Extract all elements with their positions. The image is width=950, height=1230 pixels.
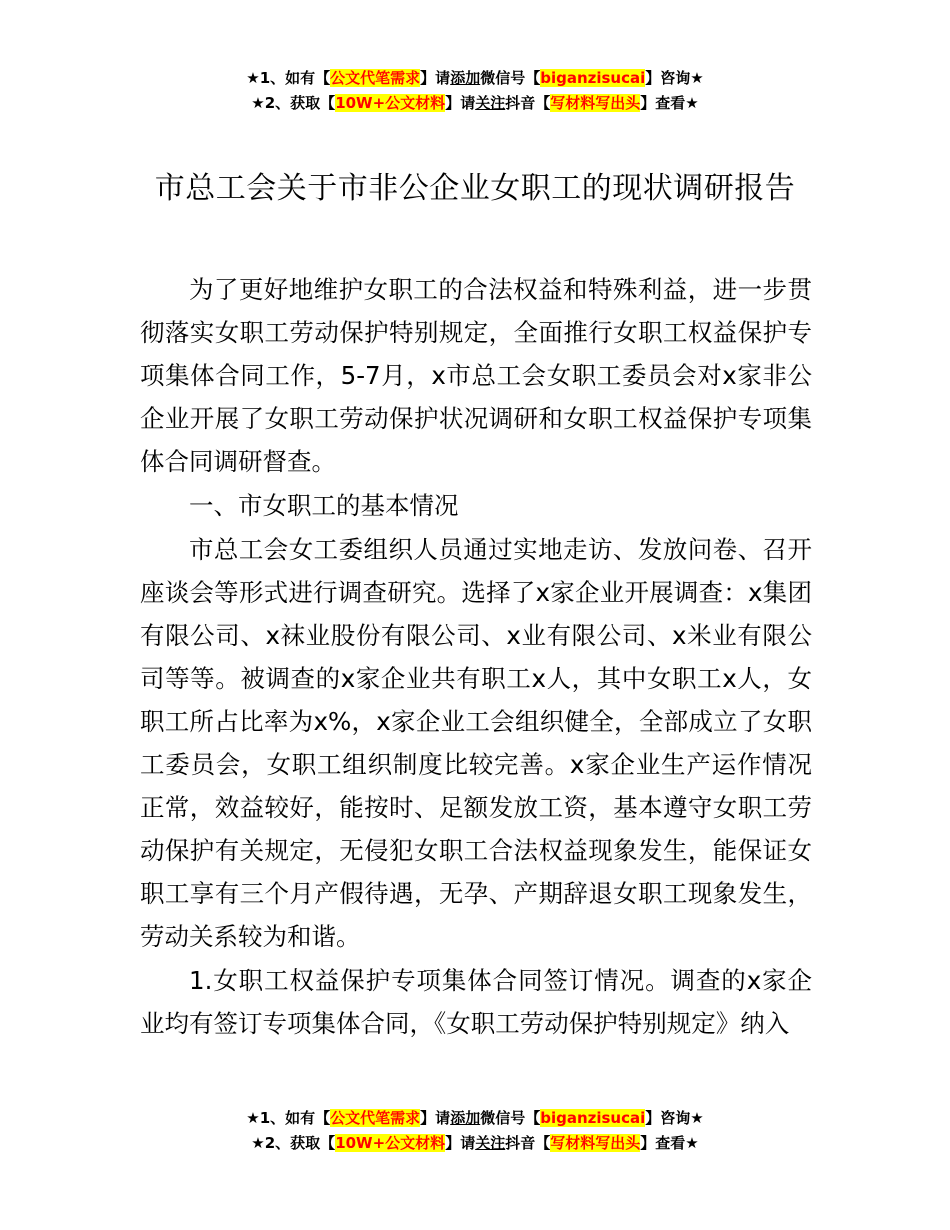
highlight-service: 公文代笔需求 (330, 69, 421, 87)
document-title: 市总工会关于市非公企业女职工的现状调研报告 (154, 171, 796, 206)
highlight-wechat-id: biganzisucai (540, 1109, 646, 1127)
highlight-service: 公文代笔需求 (330, 1109, 421, 1127)
highlight-materials: 10W+公文材料 (335, 1134, 446, 1152)
banner-line-2: ★2、获取【10W+公文材料】请关注抖音【写材料写出头】查看★ (251, 1134, 699, 1152)
paragraph-basic-info: 市总工会女工委组织人员通过实地走访、发放问卷、召开座谈会等形式进行调查研究。选择了x家企业开展调查：x集团有限公司、x袜业股份有限公司、x业有限公司、x米业有限公司等等。被调查的x家企业共有职工x人，其中女职工x人，女职工所占比率为x%，x家企业工会组织健全，全部成立了女职工委员会，女职工组织制度比较完善。x家企业生产运作情况正常，效益较好，能按时、足额发放工资，基本遵守女职工劳动保护有关规定，无侵犯女职工合法权益现象发生，能保证女职工享有三个月产假待遇，无孕、产期辞退女职工现象发生，劳动关系较为和谐。 (140, 535, 812, 951)
document-body (140, 268, 812, 1045)
footer-banner (0, 1106, 950, 1156)
highlight-wechat-id: biganzisucai (540, 69, 646, 87)
highlight-douyin: 写材料写出头 (550, 94, 641, 112)
section-heading: 一、市女职工的基本情况 (189, 491, 459, 520)
banner-line-2: ★2、获取【10W+公文材料】请关注抖音【写材料写出头】查看★ (251, 94, 699, 112)
header-banner (0, 66, 950, 116)
banner-line-1: ★1、如有【公文代笔需求】请添加微信号【biganzisucai】咨询★ (246, 69, 704, 87)
banner-line-1: ★1、如有【公文代笔需求】请添加微信号【biganzisucai】咨询★ (246, 1109, 704, 1127)
highlight-materials: 10W+公文材料 (335, 94, 446, 112)
paragraph-intro: 为了更好地维护女职工的合法权益和特殊利益，进一步贯彻落实女职工劳动保护特别规定，全面推行女职工权益保护专项集体合同工作，5-7月，x市总工会女职工委员会对x家非公企业开展了女职工劳动保护状况调研和女职工权益保护专项集体合同调研督查。 (140, 275, 812, 476)
highlight-douyin: 写材料写出头 (550, 1134, 641, 1152)
paragraph-contract: 1.女职工权益保护专项集体合同签订情况。调查的x家企业均有签订专项集体合同，《女职工劳动保护特别规定》纳入 (140, 966, 812, 1038)
